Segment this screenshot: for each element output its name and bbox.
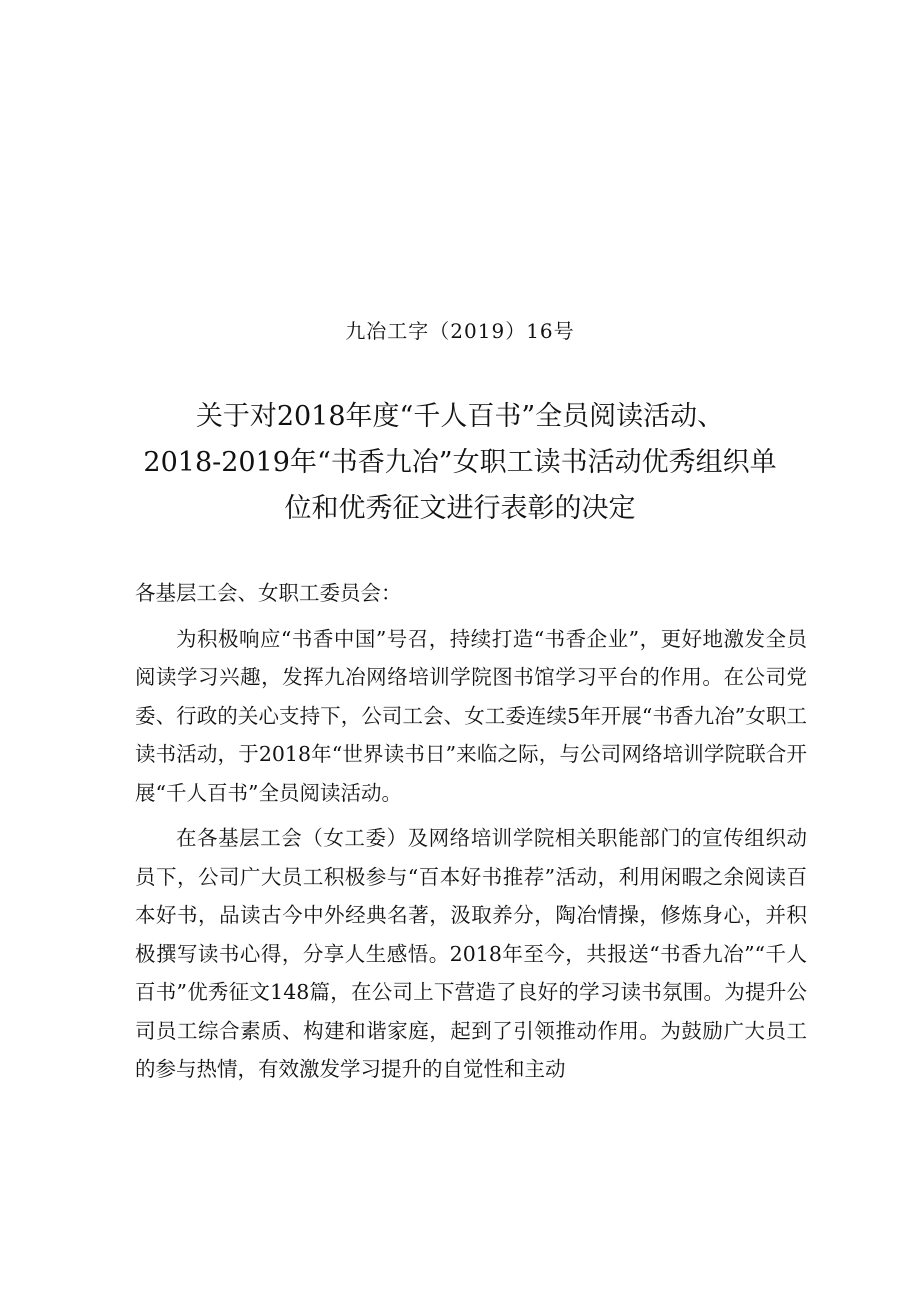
title-line-1: 关于对2018年度“千人百书”全员阅读活动、 bbox=[195, 401, 725, 432]
paragraph-1: 为积极响应“书香中国”号召，持续打造“书香企业”，更好地激发全员阅读学习兴趣，发挥九冶网络培训学院图书馆学习平台的作用。在公司党委、行政的关心支持下，公司工会、女工委连续5年开展“书香九冶”女职工读书活动，于2018年“世界读书日”来临之际，与公司网络培训学院联合开展“千人百书”全员阅读活动。 bbox=[135, 626, 807, 805]
document-body bbox=[135, 574, 807, 1089]
title-line-3: 位和优秀征文进行表彰的决定 bbox=[284, 493, 636, 524]
document-title bbox=[110, 394, 810, 532]
salutation: 各基层工会、女职工委员会： bbox=[135, 581, 402, 605]
title-line-2: 2018-2019年“书香九冶”女职工读书活动优秀组织单 bbox=[143, 447, 777, 478]
paragraph-2: 在各基层工会（女工委）及网络培训学院相关职能部门的宣传组织动员下，公司广大员工积极参与“百本好书推荐”活动，利用闲暇之余阅读百本好书，品读古今中外经典名著，汲取养分，陶冶情操，修炼身心，并积极撰写读书心得，分享人生感悟。2018年至今，共报送“书香九冶”“千人百书”优秀征文148篇，在公司上下营造了良好的学习读书氛围。为提升公司员工综合素质、构建和谐家庭，起到了引领推动作用。为鼓励广大员工的参与热情，有效激发学习提升的自觉性和主动 bbox=[135, 826, 807, 1081]
document-number: 九冶工字（2019）16号 bbox=[345, 319, 575, 343]
